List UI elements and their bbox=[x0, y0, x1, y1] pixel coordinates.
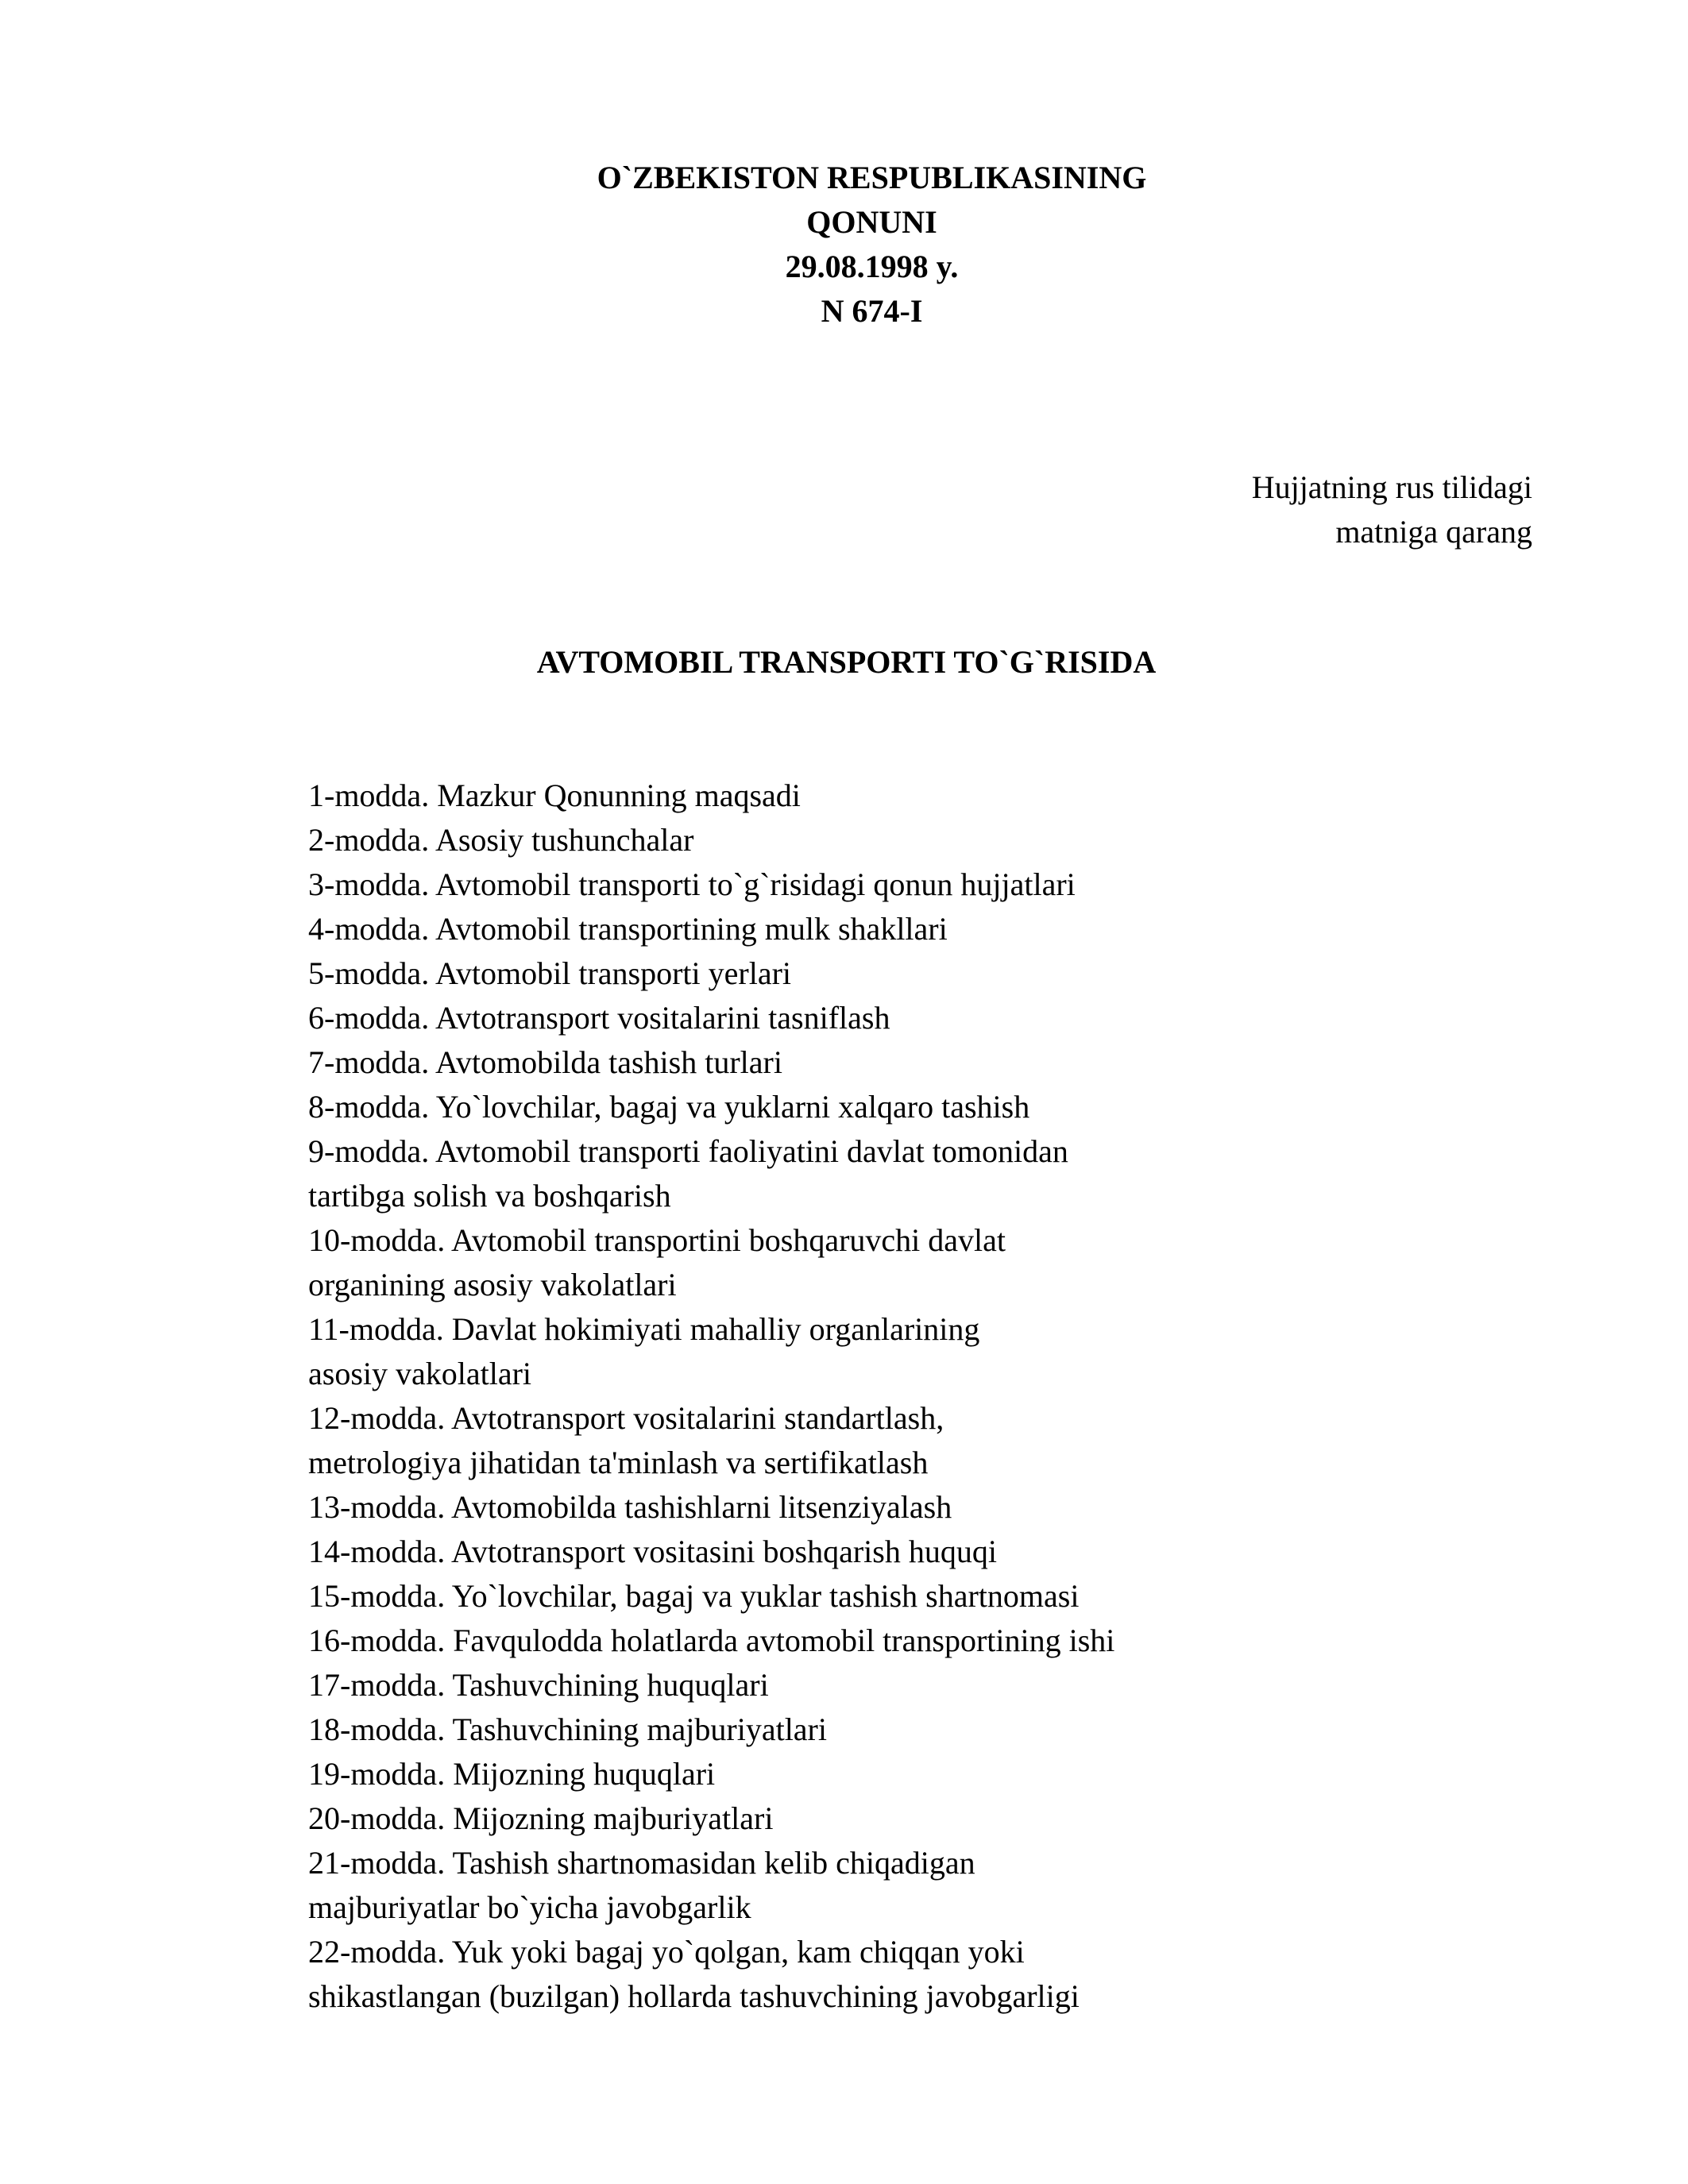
contents-item-line: shikastlangan (buzilgan) hollarda tashuvchining javobgarligi bbox=[308, 1978, 1080, 2014]
contents-item bbox=[308, 1218, 1595, 1307]
contents-item-line: 20-modda. Mijozning majburiyatlari bbox=[308, 1800, 774, 1836]
contents-item-line: 5-modda. Avtomobil transporti yerlari bbox=[308, 955, 792, 991]
contents-item-line: metrologiya jihatidan ta'minlash va sertifikatlash bbox=[308, 1445, 929, 1480]
contents-item-line: 16-modda. Favqulodda holatlarda avtomobil transportining ishi bbox=[308, 1623, 1115, 1658]
contents-item bbox=[308, 1841, 1595, 1930]
contents-item bbox=[308, 1796, 1595, 1841]
contents-item-line: 17-modda. Tashuvchining huquqlari bbox=[308, 1667, 769, 1703]
contents-item-line: 2-modda. Asosiy tushunchalar bbox=[308, 822, 694, 858]
contents-item bbox=[308, 996, 1595, 1040]
contents-item bbox=[308, 1530, 1595, 1574]
contents-item bbox=[308, 1574, 1595, 1619]
contents-item bbox=[308, 1752, 1595, 1796]
contents-item-line: 7-modda. Avtomobilda tashish turlari bbox=[308, 1044, 782, 1080]
ref-note-line1: Hujjatning rus tilidagi bbox=[1251, 469, 1532, 505]
contents-item-line: organining asosiy vakolatlari bbox=[308, 1267, 677, 1302]
contents-item bbox=[308, 862, 1595, 907]
contents-item bbox=[308, 1619, 1595, 1663]
header-law: QONUNI bbox=[806, 204, 937, 240]
ref-note-line2: matniga qarang bbox=[1335, 514, 1532, 550]
header-number: N 674-I bbox=[821, 293, 923, 329]
contents-item-line: 10-modda. Avtomobil transportini boshqaruvchi davlat bbox=[308, 1222, 1006, 1258]
contents-item-line: 13-modda. Avtomobilda tashishlarni litsenziyalash bbox=[308, 1489, 952, 1525]
contents-item-line: 12-modda. Avtotransport vositalarini standartlash, bbox=[308, 1400, 944, 1436]
russian-text-note bbox=[1252, 465, 1532, 554]
contents-item-line: 14-modda. Avtotransport vositasini boshqarish huquqi bbox=[308, 1534, 997, 1569]
contents-item-line: 11-modda. Davlat hokimiyati mahalliy organlarining bbox=[308, 1311, 980, 1347]
contents-item bbox=[308, 1040, 1595, 1085]
contents-item bbox=[308, 1707, 1595, 1752]
contents-item-line: 8-modda. Yo`lovchilar, bagaj va yuklarni xalqaro tashish bbox=[308, 1089, 1030, 1125]
header-date: 29.08.1998 y. bbox=[785, 249, 959, 284]
contents-item-line: 21-modda. Tashish shartnomasidan kelib chiqadigan bbox=[308, 1845, 975, 1881]
contents-item-line: 3-modda. Avtomobil transporti to`g`risidagi qonun hujjatlari bbox=[308, 866, 1076, 902]
document-title: AVTOMOBIL TRANSPORTI TO`G`RISIDA bbox=[536, 644, 1157, 680]
contents-item-line: 1-modda. Mazkur Qonunning maqsadi bbox=[308, 778, 801, 813]
contents-item bbox=[308, 951, 1595, 996]
contents-item bbox=[308, 1485, 1595, 1530]
contents-item bbox=[308, 1307, 1595, 1396]
contents-item-line: 15-modda. Yo`lovchilar, bagaj va yuklar tashish shartnomasi bbox=[308, 1578, 1080, 1614]
contents-item-line: asosiy vakolatlari bbox=[308, 1356, 532, 1391]
contents-item-line: 9-modda. Avtomobil transporti faoliyatini davlat tomonidan bbox=[308, 1133, 1068, 1169]
header-republic: O`ZBEKISTON RESPUBLIKASINING bbox=[597, 160, 1147, 195]
contents-item bbox=[308, 1129, 1595, 1218]
contents-item bbox=[308, 1396, 1595, 1485]
contents-item bbox=[308, 1930, 1595, 2019]
contents-item bbox=[308, 907, 1595, 951]
table-of-contents bbox=[308, 774, 1595, 2019]
contents-item-line: 6-modda. Avtotransport vositalarini tasniflash bbox=[308, 1000, 890, 1036]
contents-item-line: tartibga solish va boshqarish bbox=[308, 1178, 671, 1214]
contents-item-line: 19-modda. Mijozning huquqlari bbox=[308, 1756, 716, 1792]
contents-item-line: 22-modda. Yuk yoki bagaj yo`qolgan, kam chiqqan yoki bbox=[308, 1934, 1025, 1970]
law-header bbox=[0, 156, 1688, 334]
contents-item-line: 4-modda. Avtomobil transportining mulk shakllari bbox=[308, 911, 948, 947]
contents-item-line: 18-modda. Tashuvchining majburiyatlari bbox=[308, 1711, 827, 1747]
contents-item bbox=[308, 774, 1595, 818]
contents-item bbox=[308, 818, 1595, 862]
contents-item bbox=[308, 1663, 1595, 1707]
contents-item bbox=[308, 1085, 1595, 1129]
contents-item-line: majburiyatlar bo`yicha javobgarlik bbox=[308, 1889, 751, 1925]
